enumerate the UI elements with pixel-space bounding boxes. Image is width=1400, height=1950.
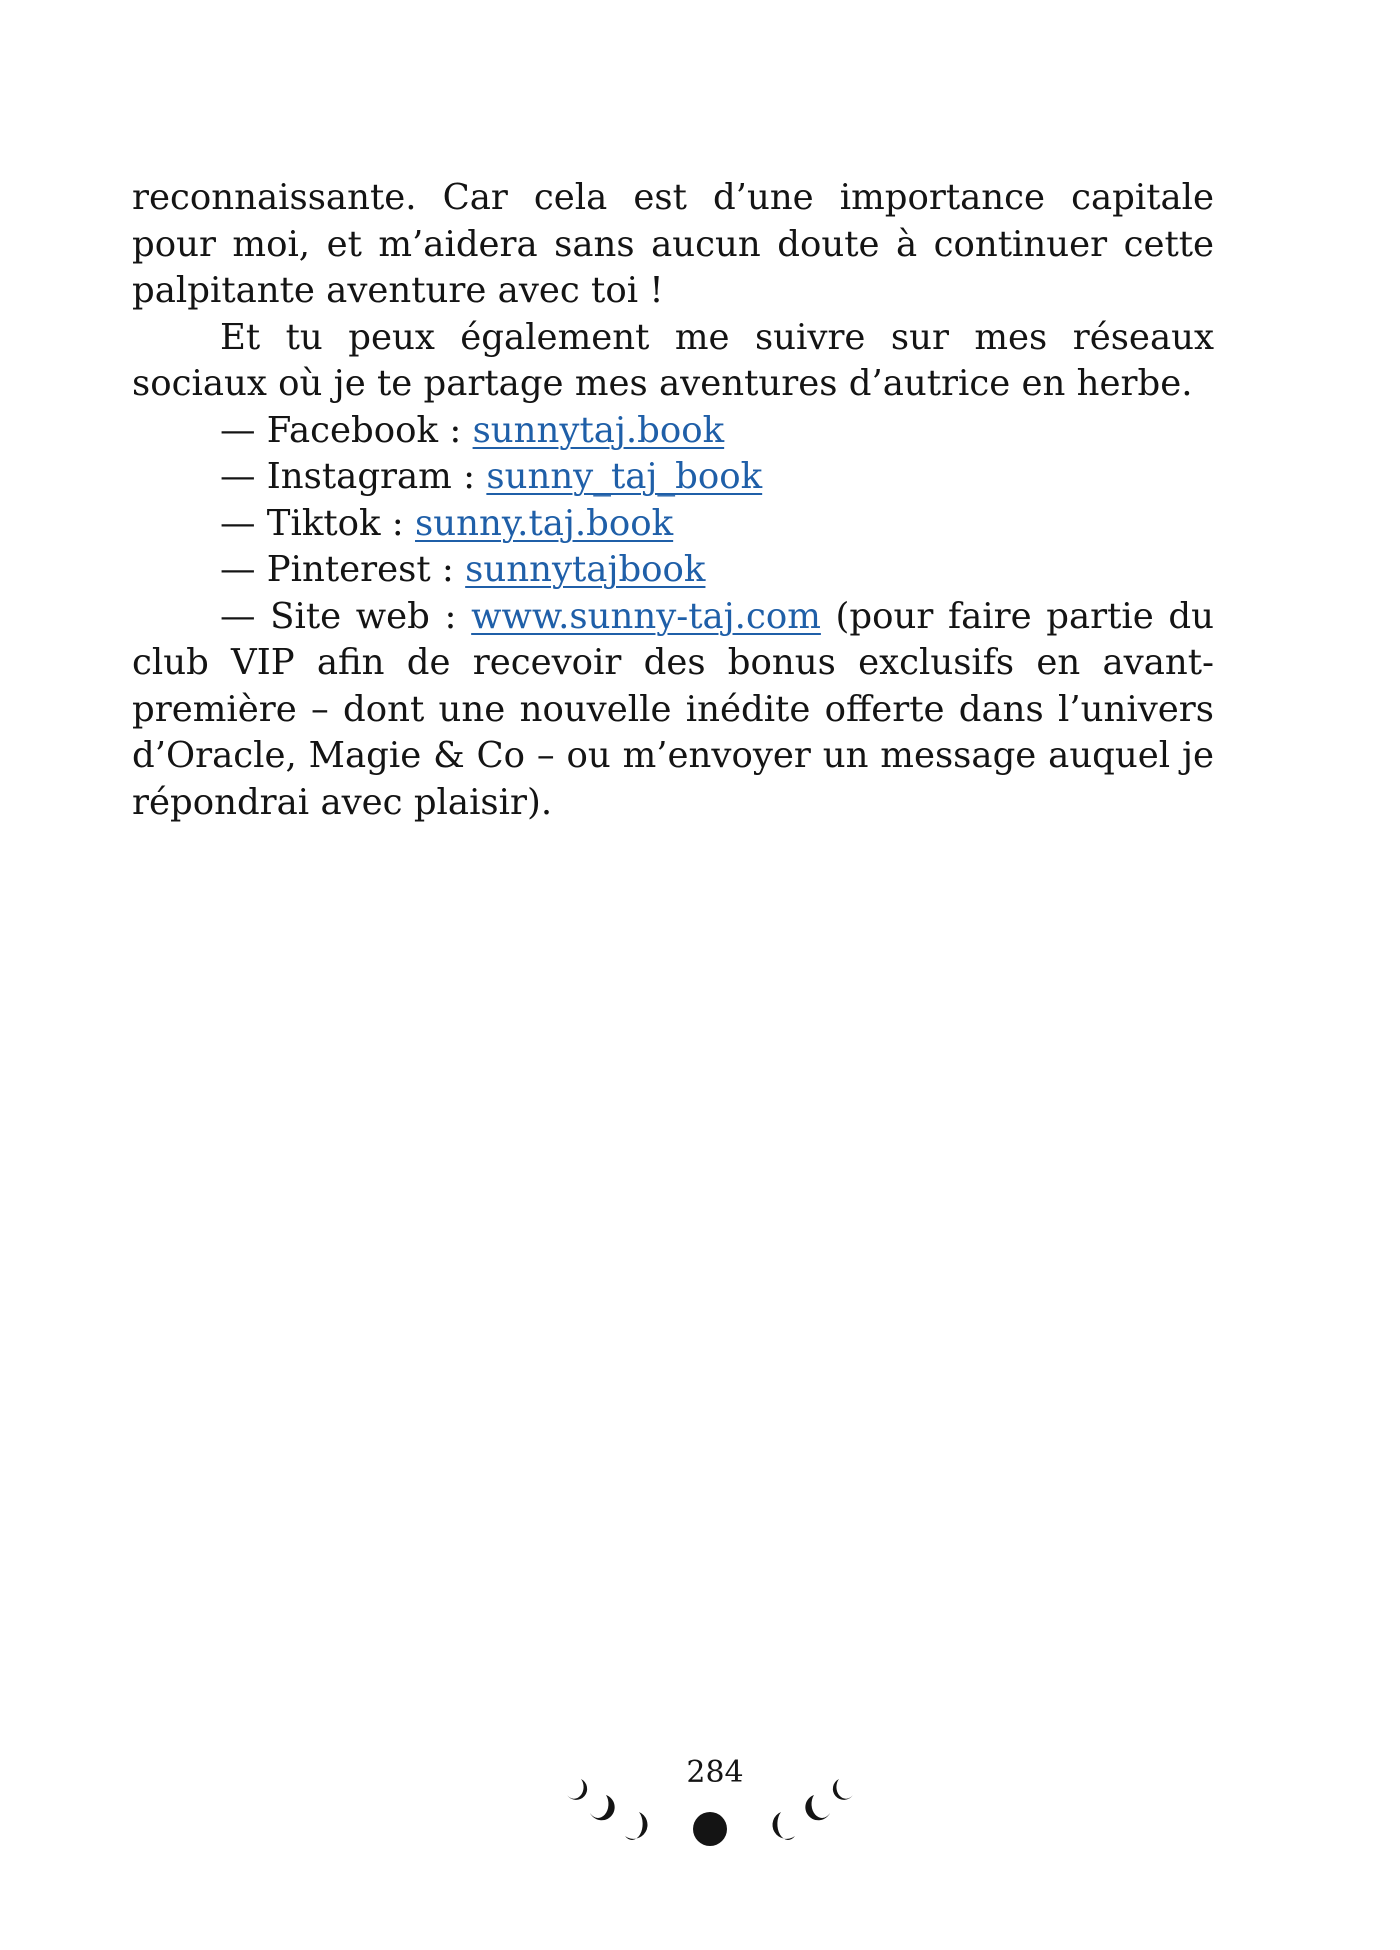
site-web-link[interactable]: www.sunny-taj.com	[471, 595, 821, 637]
pinterest-link[interactable]: sunnytajbook	[465, 549, 706, 590]
site-web-paragraph	[132, 594, 1214, 827]
body-text	[132, 175, 1214, 826]
facebook-link[interactable]: sunnytaj.book	[472, 409, 725, 451]
moon-crescent-thin-left	[567, 1779, 587, 1800]
moon-crescent-thin-right	[833, 1779, 853, 1800]
moon-crescent-thick-left	[625, 1812, 647, 1840]
social-link-facebook	[132, 408, 1214, 455]
moon-crescent-left	[590, 1795, 615, 1820]
facebook-label: — Facebook :	[220, 409, 473, 451]
page-number: 284	[686, 1755, 744, 1790]
paragraph-continuation: reconnaissante. Car cela est d’une importance capitale pour moi, et m’aidera sans aucun doute à continuer cette palpitante aventure avec toi !	[132, 177, 1214, 311]
tiktok-label: — Tiktok :	[220, 502, 416, 544]
moon-crescent-right	[805, 1795, 830, 1820]
moon-phases-icon	[560, 1755, 860, 1855]
paragraph-social-intro: Et tu peux également me suivre sur mes réseaux sociaux où je te partage mes aventures d’autrice en herbe.	[132, 316, 1214, 404]
moon-crescent-thick-right	[773, 1812, 795, 1840]
instagram-link[interactable]: sunny_taj_book	[486, 456, 763, 497]
site-web-description: (pour faire partie du club VIP afin de recevoir des bonus exclusifs en avant-première – dont une nouvelle inédite offerte dans l’univers d’Oracle, Magie & Co – ou m’envoyer un message auquel je répondrai avec plaisir).	[132, 595, 1214, 823]
moon-full	[693, 1812, 727, 1846]
tiktok-link[interactable]: sunny.taj.book	[415, 502, 674, 544]
site-web-label: — Site web :	[220, 595, 472, 637]
social-link-instagram	[132, 454, 1214, 501]
social-link-pinterest	[132, 547, 1214, 594]
instagram-label: — Instagram :	[220, 456, 487, 497]
pinterest-label: — Pinterest :	[220, 549, 466, 590]
social-link-tiktok	[132, 501, 1214, 548]
